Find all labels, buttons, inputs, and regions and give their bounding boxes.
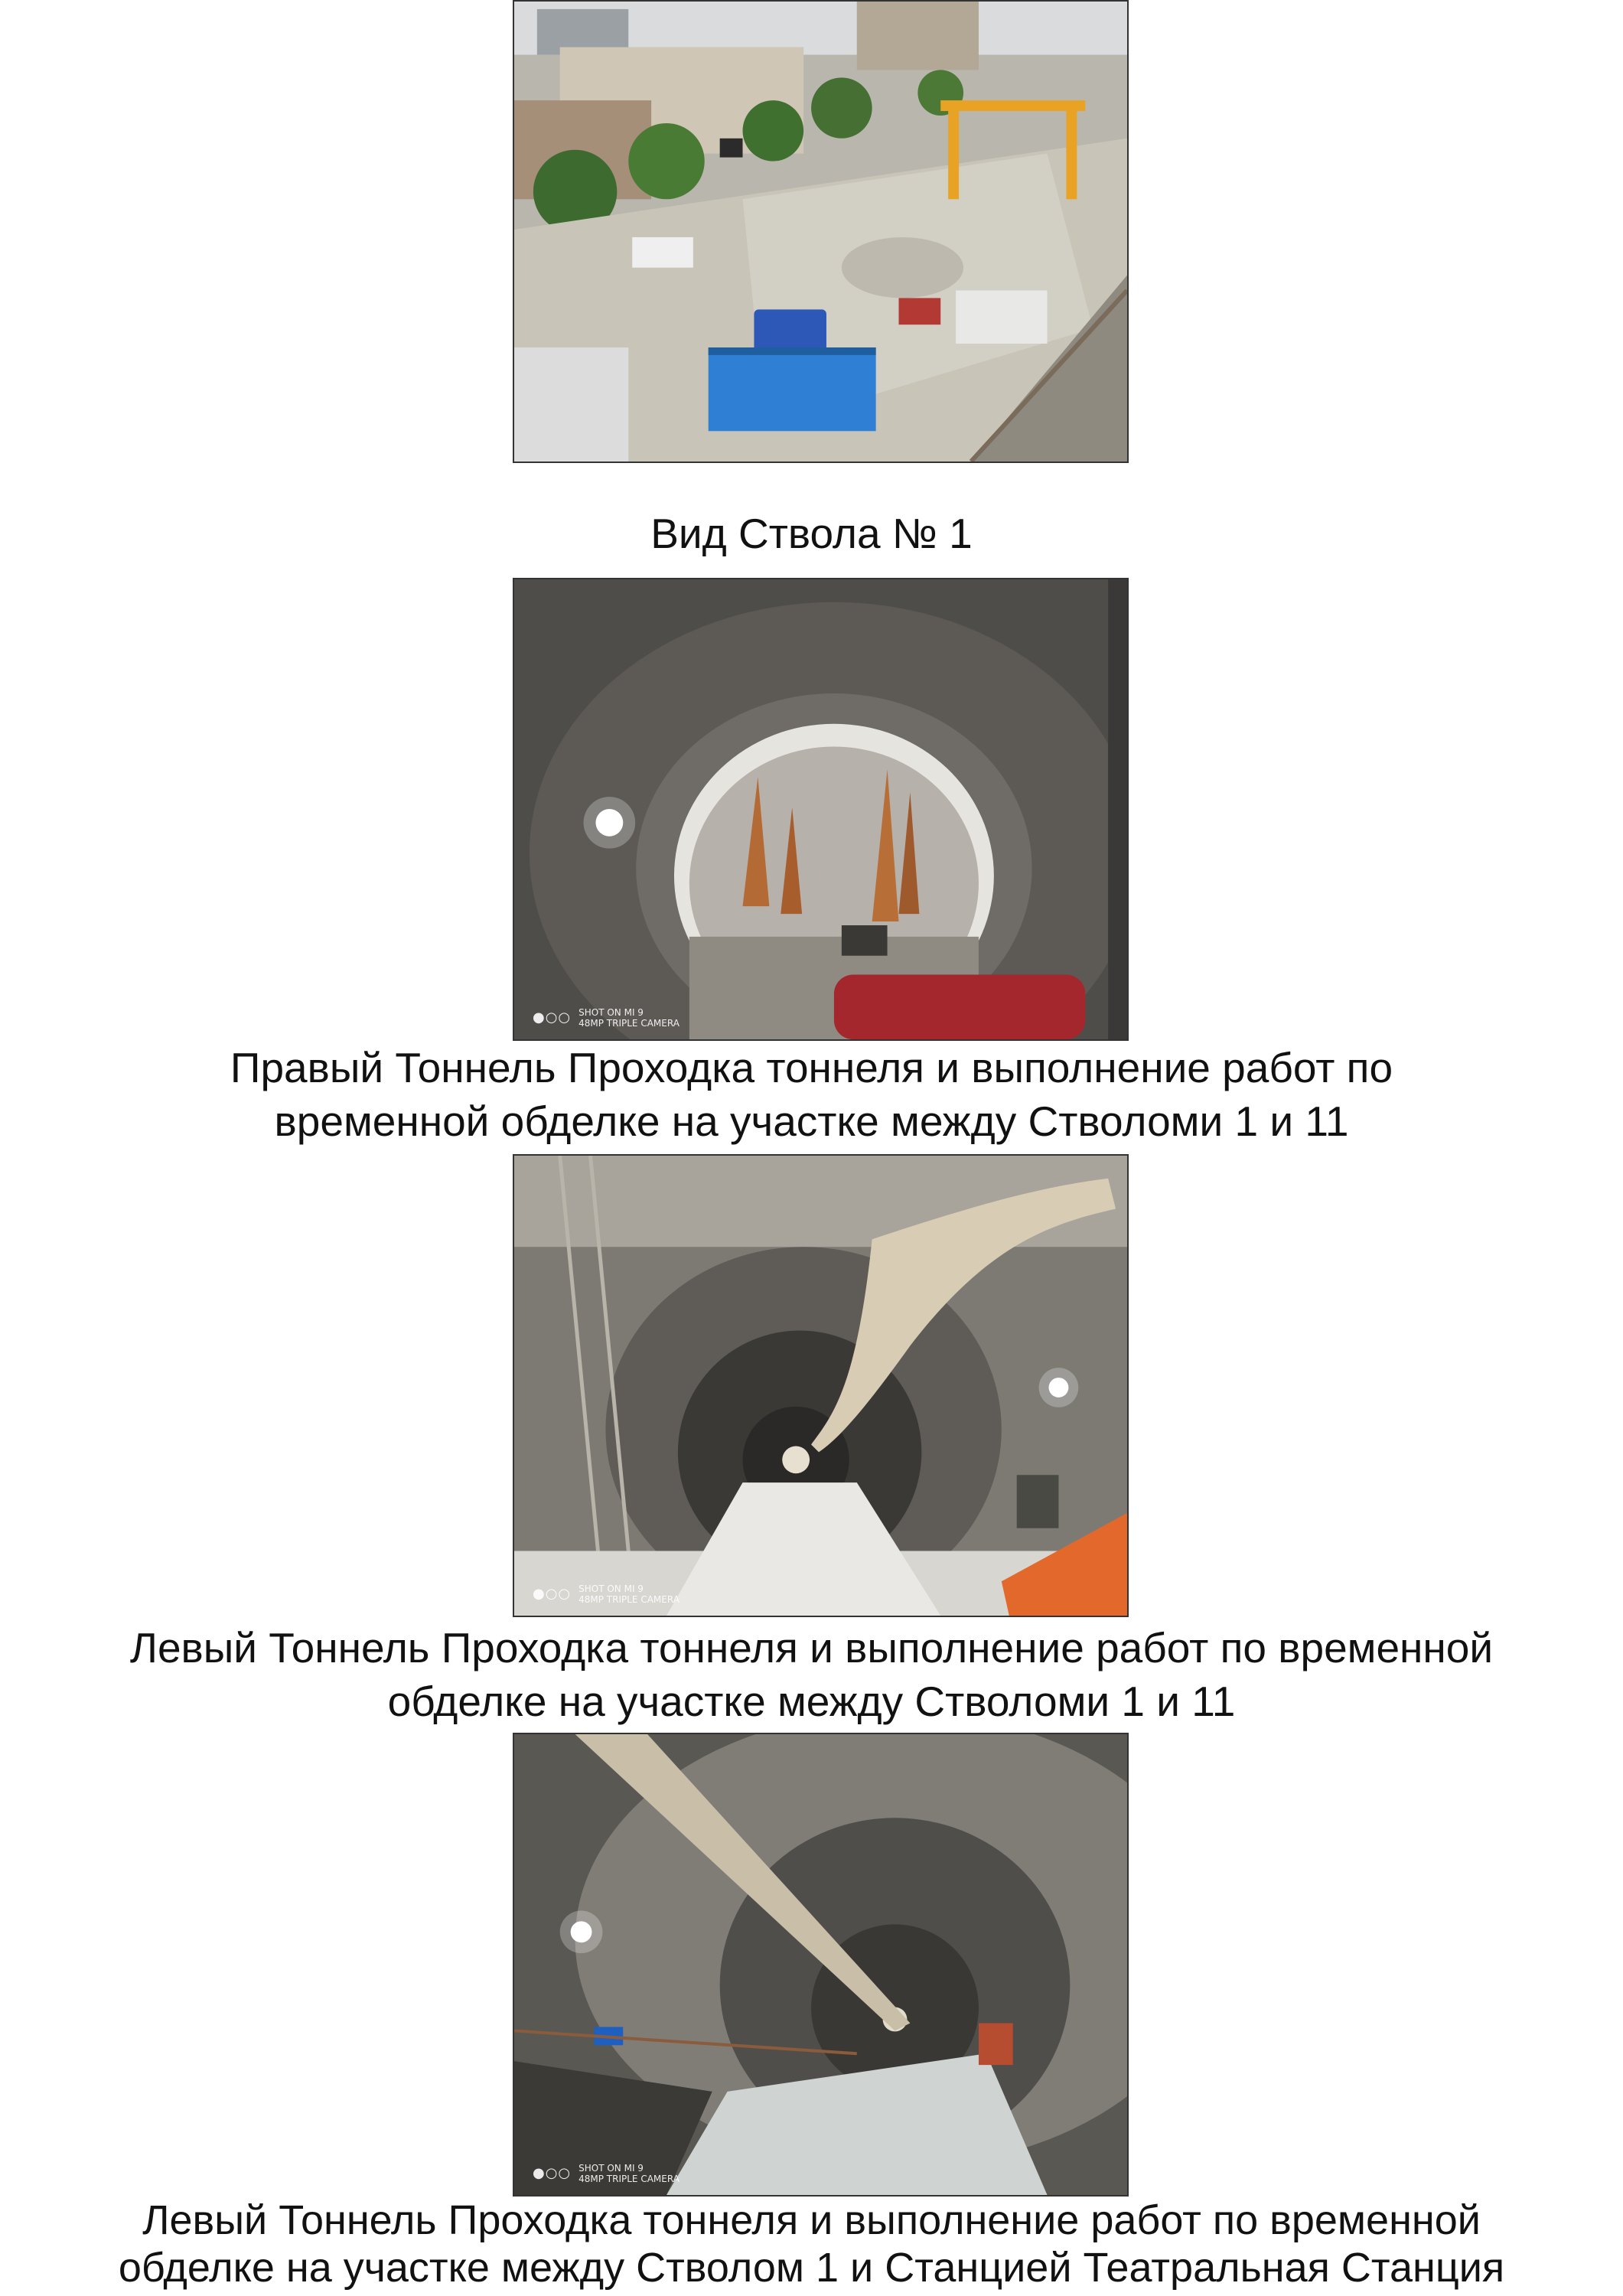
camera-watermark [533,1583,680,1605]
photo-right-tunnel [513,578,1129,1041]
caption-figure-3 [0,1621,1623,1728]
caption-figure-2 [0,1041,1623,1148]
caption-line: Вид Ствола № 1 [650,510,973,557]
left-tunnel-station-image [514,1734,1127,2195]
camera-watermark [533,1007,680,1029]
caption-line: Правый Тоннель Проходка тоннеля и выполнение работ по [230,1044,1393,1091]
camera-watermark-line: 48MP TRIPLE CAMERA [578,2174,680,2184]
caption-figure-1 [0,507,1623,560]
left-tunnel-image [514,1156,1127,1616]
camera-watermark [533,2163,680,2184]
caption-line: обделке на участке между Стволоми 1 и 11 [387,1678,1236,1725]
camera-watermark-line: 48MP TRIPLE CAMERA [578,1018,680,1029]
photo-shaft-1-aerial [513,0,1129,463]
construction-site-image [514,2,1127,461]
camera-watermark-line: SHOT ON MI 9 [578,2163,644,2174]
camera-watermark-line: SHOT ON MI 9 [578,1007,644,1018]
caption-line: Левый Тоннель Проходка тоннеля и выполнение работ по временной [129,1624,1494,1671]
caption-figure-4 [0,2197,1623,2291]
camera-dots-icon: ●○○ [533,1586,572,1602]
camera-watermark-line: 48MP TRIPLE CAMERA [578,1594,680,1605]
camera-watermark-line: SHOT ON MI 9 [578,1583,644,1594]
right-tunnel-image [514,579,1127,1039]
photo-left-tunnel-station [513,1733,1129,2197]
caption-line: обделке на участке между Стволом 1 и Станцией Театральная Станция [118,2245,1505,2291]
caption-line: временной обделке на участке между Стволоми 1 и 11 [274,1097,1349,1145]
photo-left-tunnel-shafts [513,1154,1129,1617]
caption-line: Левый Тоннель Проходка тоннеля и выполнение работ по временной [142,2197,1481,2243]
camera-dots-icon: ●○○ [533,1009,572,1026]
camera-dots-icon: ●○○ [533,2165,572,2181]
